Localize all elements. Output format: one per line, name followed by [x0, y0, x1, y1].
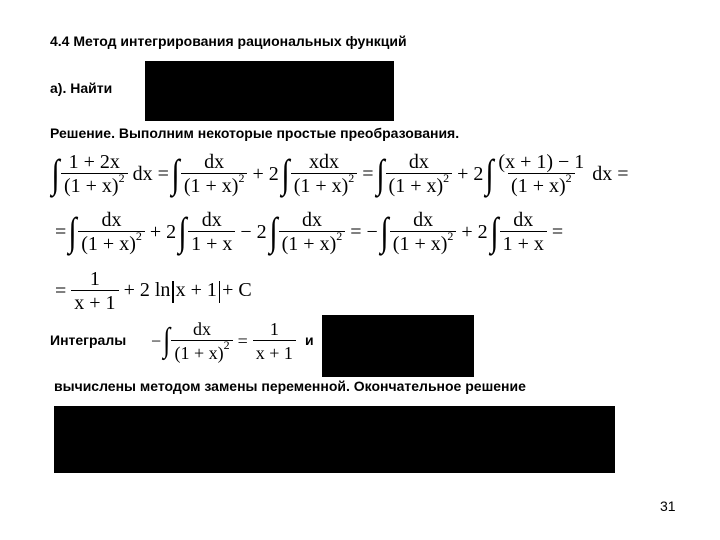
integral-sign: ∫: [375, 151, 385, 196]
equation-row-1: [52, 146, 632, 202]
numerator: xdx: [308, 150, 339, 173]
numerator: dx: [413, 208, 434, 231]
fraction: [171, 318, 232, 365]
operator: =: [362, 162, 374, 185]
denominator: 1 + x: [188, 231, 235, 256]
equation-row-3: [52, 264, 255, 318]
integral-sign: ∫: [490, 209, 499, 254]
numerator: dx: [301, 208, 322, 231]
page-number: 31: [660, 498, 676, 514]
fraction: [386, 151, 453, 198]
denominator: $(1 + x)^2$: [279, 231, 346, 256]
denominator: $(1 + x)^2$: [390, 231, 457, 256]
fraction: [291, 151, 358, 198]
fraction: [61, 151, 128, 198]
numerator: 1: [269, 318, 279, 339]
integral-sign: ∫: [178, 209, 187, 254]
differential: dx =: [592, 162, 629, 185]
denominator: x + 1: [71, 290, 118, 315]
and-label: и: [305, 332, 314, 348]
operator: =: [237, 330, 248, 351]
operator: =: [551, 220, 564, 243]
operator: = −: [350, 220, 378, 243]
operator: =: [55, 279, 67, 302]
denominator: $(1 + x)^2$: [386, 173, 453, 198]
redacted-task-formula: [145, 61, 394, 121]
fraction: [188, 209, 235, 256]
integral-sign: ∫: [51, 151, 60, 196]
operator: + 2: [149, 220, 177, 243]
denominator: $(1 + x)^2$: [181, 173, 248, 198]
denominator: $(1 + x)^2$: [78, 231, 145, 256]
numerator: dx: [513, 208, 534, 231]
computed-text: вычислены методом замены переменной. Окончательное решение: [54, 378, 526, 394]
abs-bar: [219, 281, 220, 303]
denominator: $(1 + x)^2$: [171, 340, 232, 365]
numerator: dx: [193, 318, 212, 339]
fraction: [495, 151, 587, 198]
numerator: dx: [101, 208, 122, 231]
integrals-label: Интегралы: [50, 332, 127, 348]
numerator: 1: [89, 267, 100, 290]
denominator: $(1 + x)^2$: [508, 173, 575, 198]
log-term: + 2 ln x + 1 + C: [123, 279, 252, 302]
integral-sign: ∫: [68, 209, 77, 254]
fraction: [78, 209, 145, 256]
denominator: $(1 + x)^2$: [291, 173, 358, 198]
redacted-integral-formula: [322, 315, 474, 377]
equation-row-2: [52, 204, 566, 260]
denominator: $(1 + x)^2$: [61, 173, 128, 198]
section-heading: 4.4 Метод интегрирования рациональных функций: [50, 33, 407, 49]
solution-intro: Решение. Выполним некоторые простые преобразования.: [50, 125, 460, 141]
fraction: [71, 268, 118, 315]
integral-sign: ∫: [485, 151, 495, 196]
integral-sign: ∫: [269, 209, 278, 254]
task-label: а). Найти: [50, 80, 113, 96]
fraction: [390, 209, 457, 256]
numerator: dx: [408, 150, 429, 173]
numerator: 1 + 2x: [68, 150, 120, 173]
operator: − 2: [240, 220, 267, 243]
fraction: [181, 151, 248, 198]
fraction: [253, 318, 296, 365]
operator: =: [55, 220, 67, 243]
redacted-final-solution: [54, 406, 615, 473]
differential: dx =: [132, 162, 169, 185]
integral-sign: ∫: [281, 151, 290, 196]
integral-sign: ∫: [163, 322, 171, 359]
denominator: 1 + x: [500, 231, 547, 256]
operator: + 2: [252, 162, 279, 185]
side-formula: [148, 316, 298, 366]
fraction: [500, 209, 547, 256]
operator: −: [151, 330, 162, 351]
abs-bar: [172, 281, 173, 303]
numerator: dx: [204, 150, 225, 173]
denominator: x + 1: [253, 340, 296, 365]
operator: + 2: [461, 220, 488, 243]
fraction: [279, 209, 346, 256]
integral-sign: ∫: [380, 209, 389, 254]
operator: + 2: [457, 162, 484, 185]
numerator: (x + 1) − 1: [498, 150, 585, 173]
integral-sign: ∫: [171, 151, 180, 196]
numerator: dx: [201, 208, 222, 231]
